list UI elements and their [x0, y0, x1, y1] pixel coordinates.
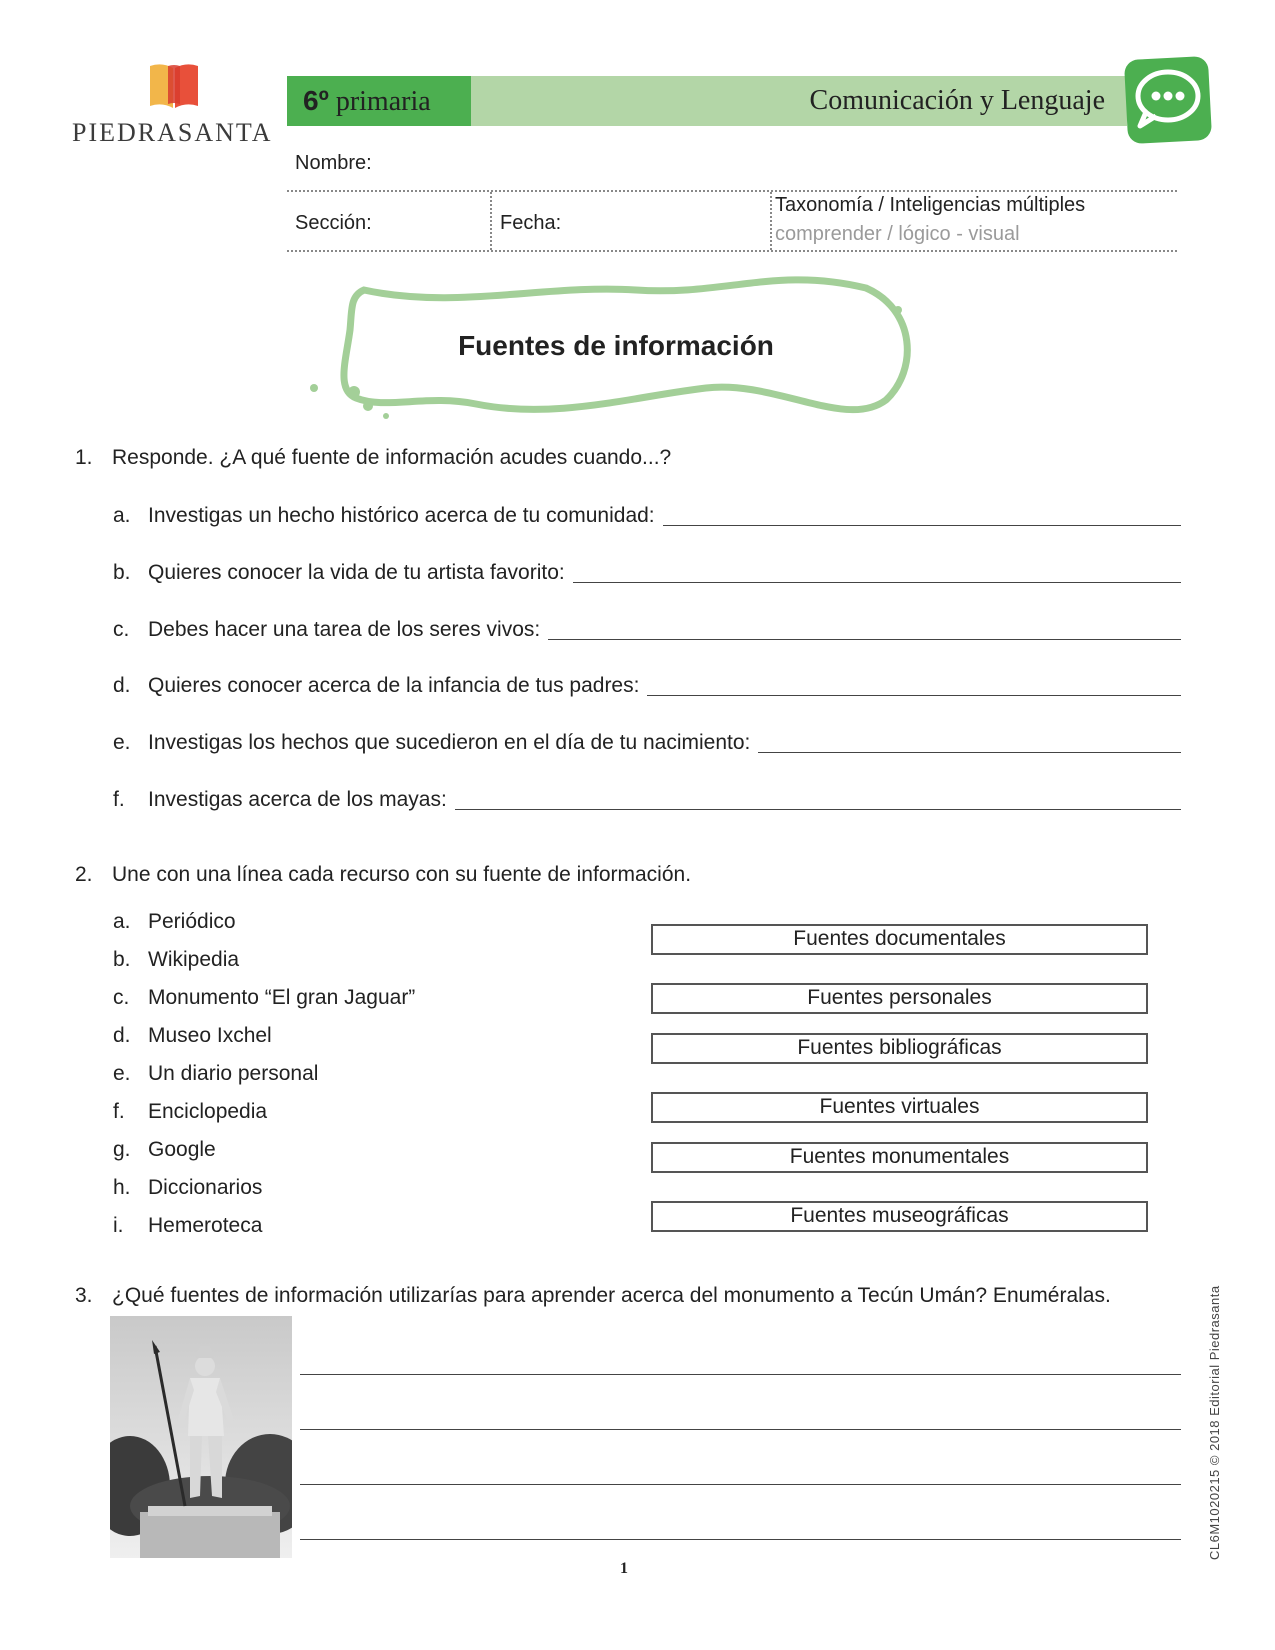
q2-source-box[interactable]: Fuentes bibliográficas	[651, 1033, 1148, 1064]
q1-answer-line[interactable]	[663, 525, 1181, 526]
section-label: Sección:	[295, 212, 372, 234]
q2-resource-item[interactable]: Enciclopedia	[148, 1100, 268, 1123]
q2-resource-item[interactable]: Wikipedia	[148, 948, 240, 971]
q2-resource-item[interactable]: Google	[148, 1138, 216, 1161]
q3-answer-line[interactable]	[300, 1429, 1181, 1430]
q2-resource-letter: i.	[113, 1214, 124, 1237]
q1-prompt: Responde. ¿A qué fuente de información acudes cuando...?	[112, 446, 672, 469]
q1-item-text: Investigas un hecho histórico acerca de tu comunidad:	[148, 504, 655, 527]
name-field[interactable]	[375, 150, 1180, 180]
q2-resource-item[interactable]: Periódico	[148, 910, 236, 933]
page-title: Fuentes de información	[458, 330, 774, 361]
page-number: 1	[620, 1560, 628, 1577]
date-field[interactable]	[560, 205, 765, 245]
q2-resource-letter: g.	[113, 1138, 131, 1161]
q1-answer-line[interactable]	[758, 752, 1181, 753]
q3-answer-line[interactable]	[300, 1539, 1181, 1540]
q1-item-letter: c.	[113, 618, 130, 641]
q2-resource-item[interactable]: Museo Ixchel	[148, 1024, 272, 1047]
q2-resource-letter: c.	[113, 986, 130, 1009]
q2-resource-letter: f.	[113, 1100, 125, 1123]
q2-resource-item[interactable]: Un diario personal	[148, 1062, 319, 1085]
q1-answer-line[interactable]	[548, 639, 1181, 640]
q2-source-box[interactable]: Fuentes personales	[651, 983, 1148, 1014]
date-label: Fecha:	[500, 212, 562, 234]
divider	[490, 192, 492, 250]
chat-bubble-icon	[1122, 54, 1214, 146]
q1-item-text: Quieres conocer acerca de la infancia de tus padres:	[148, 674, 640, 697]
q3-answer-line[interactable]	[300, 1374, 1181, 1375]
taxonomy-label: Taxonomía / Inteligencias múltiples	[775, 194, 1086, 216]
q1-item-letter: b.	[113, 561, 131, 584]
taxonomy-value: comprender / lógico - visual	[775, 223, 1020, 245]
q3-prompt: ¿Qué fuentes de información utilizarías para aprender acerca del monumento a Tecún Umán? Enuméralas.	[112, 1284, 1111, 1307]
q1-answer-line[interactable]	[647, 695, 1181, 696]
q1-item-text: Debes hacer una tarea de los seres vivos:	[148, 618, 541, 641]
q2-resource-item[interactable]: Diccionarios	[148, 1176, 263, 1199]
q2-resource-letter: b.	[113, 948, 131, 971]
q1-item-text: Investigas los hechos que sucedieron en el día de tu nacimiento:	[148, 731, 751, 754]
section-field[interactable]	[372, 205, 484, 245]
q1-item-letter: f.	[113, 788, 125, 811]
copyright-code: CL6M1020215 © 2018 Editorial Piedrasanta	[1207, 1285, 1222, 1560]
name-label: Nombre:	[295, 152, 372, 174]
q1-answer-line[interactable]	[573, 582, 1181, 583]
q2-source-box[interactable]: Fuentes monumentales	[651, 1142, 1148, 1173]
q2-resource-item[interactable]: Hemeroteca	[148, 1214, 263, 1237]
q1-item-text: Investigas acerca de los mayas:	[148, 788, 447, 811]
q2-source-box[interactable]: Fuentes documentales	[651, 924, 1148, 955]
divider	[287, 250, 1177, 252]
grade-badge	[287, 76, 471, 126]
q2-source-box[interactable]: Fuentes museográficas	[651, 1201, 1148, 1232]
q2-resource-item[interactable]: Monumento “El gran Jaguar”	[148, 986, 416, 1009]
q2-prompt: Une con una línea cada recurso con su fuente de información.	[112, 863, 692, 886]
q1-item-letter: d.	[113, 674, 131, 697]
divider	[287, 190, 1177, 192]
q2-resource-letter: e.	[113, 1062, 131, 1085]
q3-answer-line[interactable]	[300, 1484, 1181, 1485]
q1-number: 1.	[75, 446, 93, 469]
q1-answer-line[interactable]	[455, 809, 1181, 810]
q2-source-box[interactable]: Fuentes virtuales	[651, 1092, 1148, 1123]
grade-text: primaria	[335, 86, 431, 117]
q1-item-text: Quieres conocer la vida de tu artista favorito:	[148, 561, 565, 584]
grade-number: 6º	[303, 85, 329, 116]
q2-number: 2.	[75, 863, 93, 886]
piedrasanta-logo-icon	[148, 62, 200, 110]
divider	[770, 192, 772, 250]
subject-title: Comunicación y Lenguaje	[809, 85, 1105, 116]
q1-item-letter: e.	[113, 731, 131, 754]
q2-resource-letter: a.	[113, 910, 131, 933]
q2-resource-letter: h.	[113, 1176, 131, 1199]
brand-name: PIEDRASANTA	[72, 118, 273, 147]
tecun-uman-monument-photo	[110, 1316, 292, 1558]
q3-number: 3.	[75, 1284, 93, 1307]
q1-item-letter: a.	[113, 504, 131, 527]
q2-resource-letter: d.	[113, 1024, 131, 1047]
